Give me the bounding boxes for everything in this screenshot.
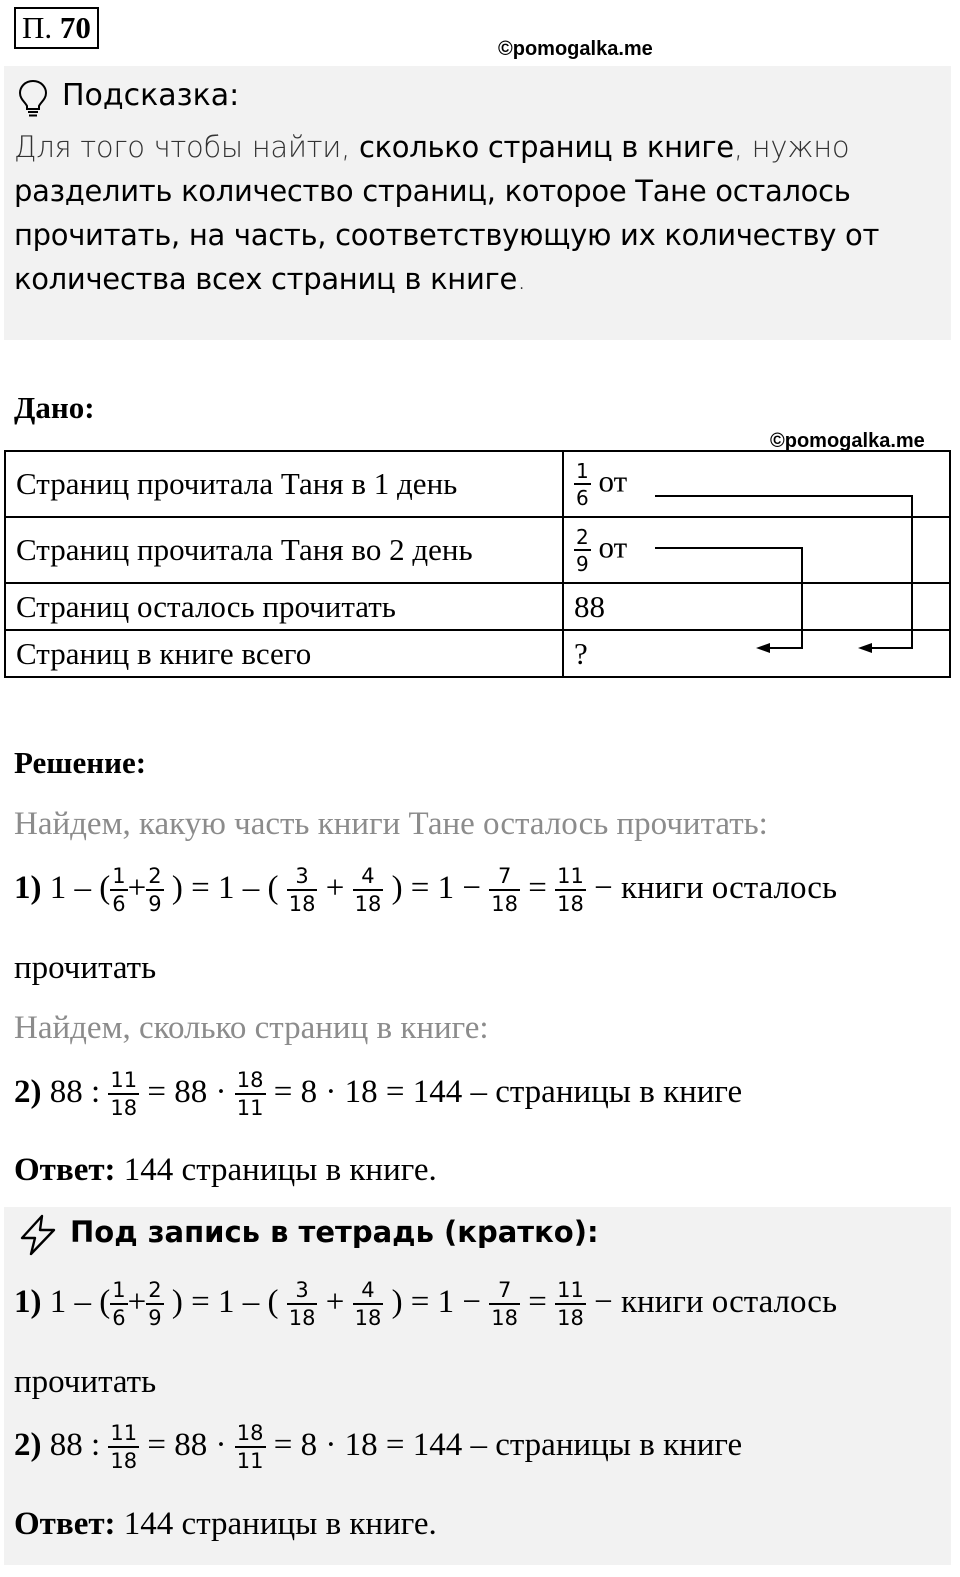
- row-label: Страниц осталось прочитать: [5, 583, 563, 630]
- fraction: $\frac{2}{9}$: [576, 524, 589, 576]
- brief-step2-line: 2) 88 : $\frac{11}{18}$ = 88 · $\frac{18}{11}$ = 8 · 18 = 144 – страницы в книге: [14, 1421, 743, 1473]
- table-row: [5, 583, 950, 630]
- table-row: [5, 630, 950, 677]
- watermark: ©pomogalka.me: [498, 38, 653, 60]
- brief-step1-line: 1) 1 – ( $\frac{1}{6}$ + $\frac{2}{9}$ ) = 1 – ( $\frac{3}{18}$ + $\frac{4}{18}$ ) = 1 − $\frac{7}{18}$ = $\frac{11}{18}$ − книги осталось: [14, 1278, 838, 1330]
- step1-line: 1) 1 – ( $\frac{1}{6}$ + $\frac{2}{9}$ ) = 1 – ( $\frac{3}{18}$ + $\frac{4}{18}$ ) = 1 − $\frac{7}{18}$ = $\frac{11}{18}$ − книги осталось: [14, 864, 838, 916]
- row-value: $\frac{1}{6}$ от: [563, 451, 950, 517]
- step1-cont: прочитать: [14, 950, 157, 986]
- row-value: $\frac{2}{9}$ от: [563, 517, 950, 583]
- brief-answer: Ответ: 144 страницы в книге.: [14, 1506, 437, 1542]
- brief-title: Под запись в тетрадь (кратко):: [70, 1215, 599, 1249]
- row-label: Страниц в книге всего: [5, 630, 563, 677]
- fraction: $\frac{1}{6}$: [576, 458, 589, 510]
- table-row: [5, 451, 950, 517]
- brief-step1-cont: прочитать: [14, 1364, 157, 1400]
- row-label: Страниц прочитала Таня во 2 день: [5, 517, 563, 583]
- step1-intro: Найдем, какую часть книги Тане осталось прочитать:: [14, 806, 768, 842]
- task-number: П. 70: [14, 7, 99, 49]
- row-value: 88: [563, 583, 950, 630]
- table-watermark: ©pomogalka.me: [770, 430, 925, 452]
- hint-title: Подсказка:: [62, 78, 240, 113]
- lightbulb-icon: [16, 78, 50, 118]
- table-row: [5, 517, 950, 583]
- answer: Ответ: 144 страницы в книге.: [14, 1152, 437, 1188]
- step2-intro: Найдем, сколько страниц в книге:: [14, 1010, 489, 1046]
- given-table: [4, 450, 951, 678]
- hint-text: Для того чтобы найти, сколько страниц в книге, нужно разделить количество страниц, которое Тане осталось прочитать, на часть, соответствующую их количеству от количества всех страниц в книге.: [14, 130, 880, 296]
- row-value: ?: [563, 630, 950, 677]
- row-label: Страниц прочитала Таня в 1 день: [5, 451, 563, 517]
- lightning-icon: [16, 1213, 60, 1257]
- given-title: Дано:: [14, 390, 95, 425]
- step2-line: 2) 88 : $\frac{11}{18}$ = 88 · $\frac{18}{11}$ = 8 · 18 = 144 – страницы в книге: [14, 1068, 743, 1120]
- solution-title: Решение:: [14, 745, 147, 780]
